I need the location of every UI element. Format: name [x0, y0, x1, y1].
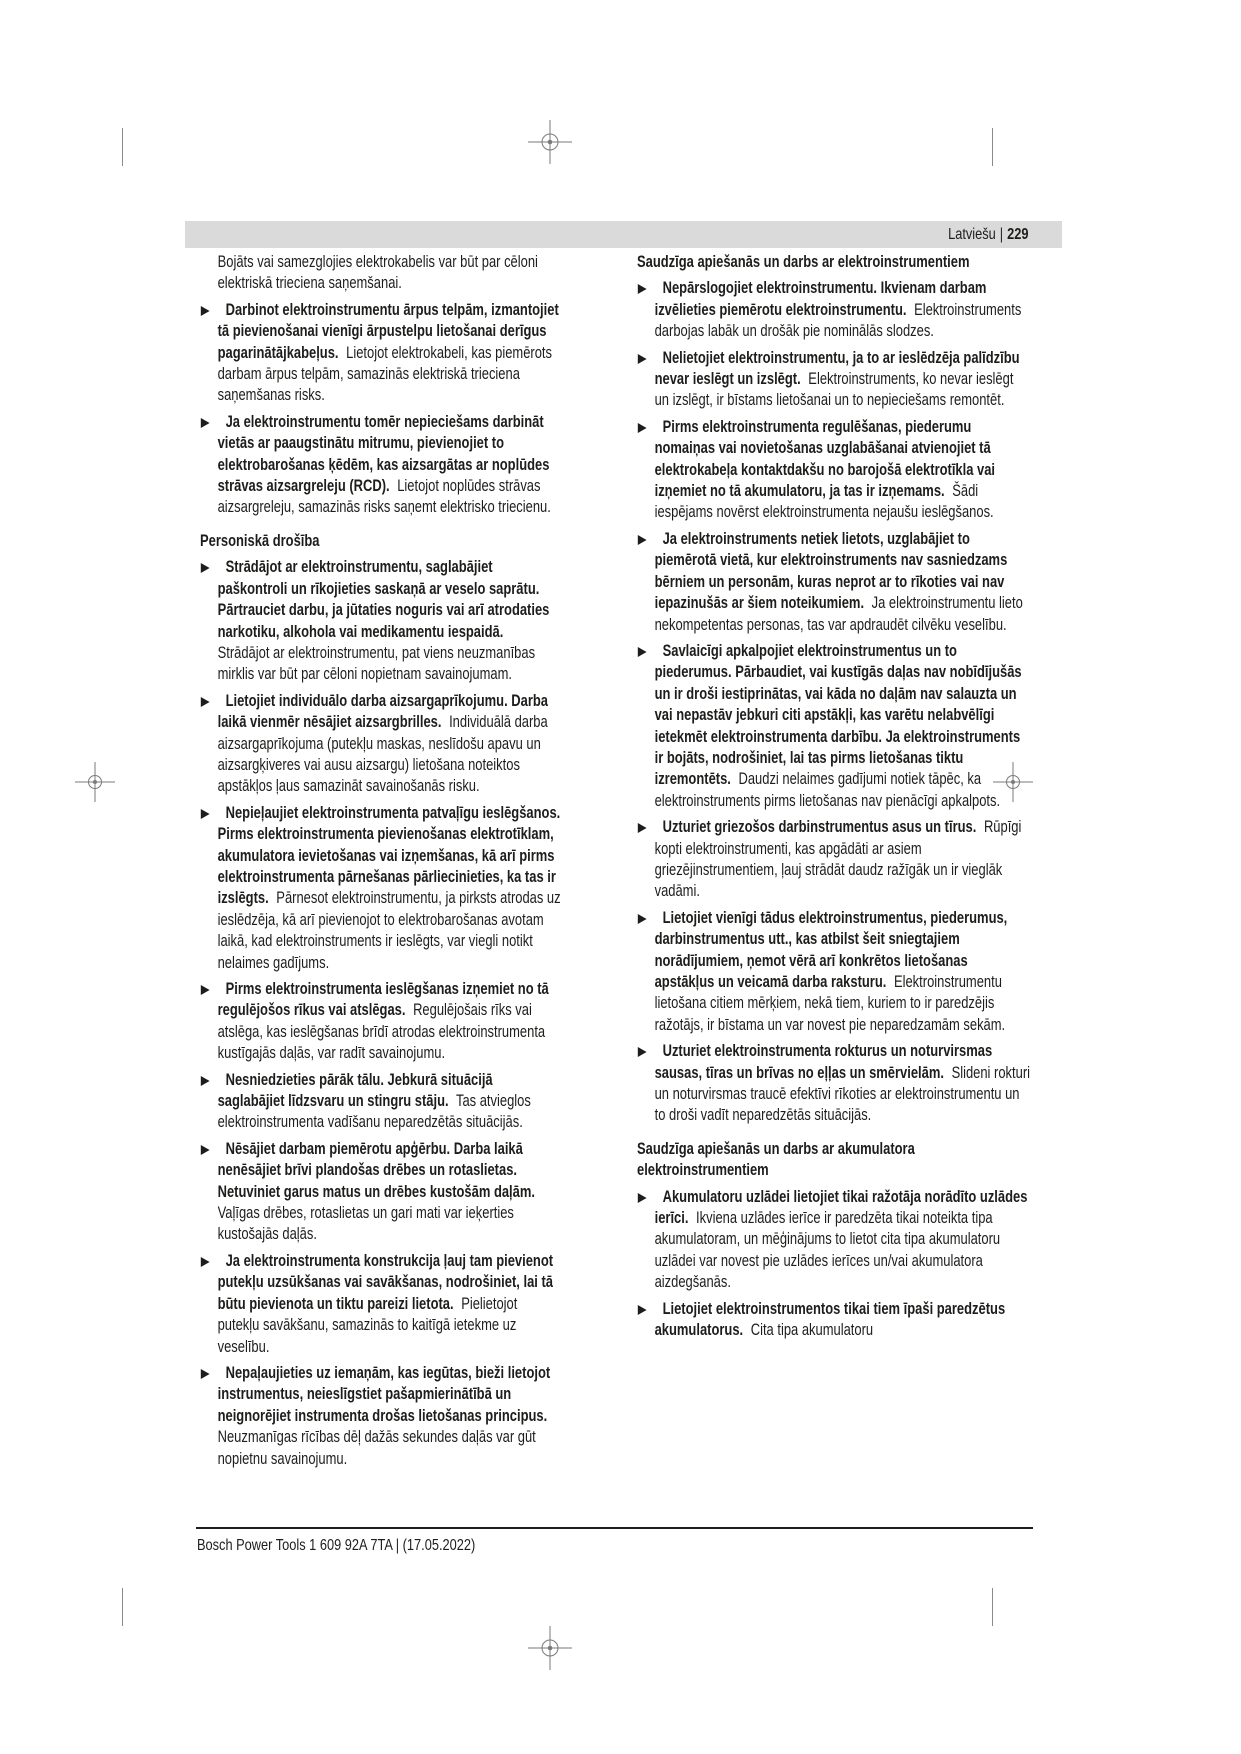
- bullet-bold-text: Nepārslogojiet elektroinstrumentu. Ikvienam darbam izvēlieties piemērotu elektroinstrumentu.: [654, 279, 987, 319]
- header-separator: |: [999, 225, 1003, 243]
- safety-bullet: [200, 1251, 562, 1358]
- bullet-body-text: Rūpīgi kopti elektroinstrumenti, kas apgādāti ar asiem griezējinstrumentiem, ļauj strādāt daudz ražīgāk un ir vieglāk vadāmi.: [654, 818, 1022, 901]
- right-column: [637, 252, 1031, 1342]
- bullet-bold-text: Nepaļaujieties uz iemaņām, kas iegūtas, bieži lietojot instrumentus, neieslīgstiet pašapmierinātībā un neignorējiet instrumenta drošas lietošanas principus.: [217, 1363, 551, 1425]
- bullet-triangle-icon: [638, 647, 647, 657]
- bullet-body-text: Lietojot noplūdes strāvas aizsargreleju, samazinās risks saņemt elektrisko triecienu.: [217, 477, 551, 517]
- safety-bullet: [637, 641, 1031, 812]
- bullet-body-text: Regulējošais rīks vai atslēga, kas ieslēgšanas brīdī atrodas elektroinstrumenta kustīgajās daļās, var radīt savainojumu.: [217, 1001, 546, 1063]
- bullet-body-text: Tas atvieglos elektroinstrumenta vadīšanu neparedzētās situācijās.: [217, 1092, 531, 1132]
- bullet-body-text: Neuzmanīgas rīcības dēļ dažās sekundes daļās var gūt nopietnu savainojumu.: [217, 1428, 536, 1468]
- bullet-body-text: Ja elektroinstrumentu lieto nekompetentas personas, tas var apdraudēt cilvēku veselību.: [654, 594, 1023, 634]
- header-language: Latviešu: [947, 225, 996, 243]
- bullet-bold-text: Lietojiet elektroinstrumentos tikai tiem īpaši paredzētus akumulatorus.: [654, 1299, 1006, 1340]
- bullet-bold-text: Lietojiet vienīgi tādus elektroinstrumentus, piederumus, darbinstrumentus utt., kas atbilst šeit sniegtajiem norādījumiem, ņemot vērā arī konkrētos lietošanas apstākļus un veicamā darba raksturu.: [654, 908, 1008, 991]
- bullet-body-text: Elektroinstruments, ko nevar ieslēgt un izslēgt, ir bīstams lietošanai un to nepieciešams remontēt.: [654, 370, 1014, 410]
- crop-mark-top-left: [122, 128, 123, 166]
- bullet-body-text: Elektroinstruments darbojas labāk un drošāk pie nominālās slodzes.: [654, 300, 1022, 341]
- bullet-triangle-icon: [201, 1145, 210, 1155]
- section-heading: Personiskā drošība: [200, 531, 320, 550]
- safety-bullet: [200, 979, 562, 1065]
- bullet-bold-text: Uzturiet elektroinstrumenta rokturus un noturvirsmas sausas, tīras un brīvas no eļļas un smērvielām.: [654, 1042, 993, 1082]
- bullet-body-text: Cita tipa akumulatoru: [750, 1321, 874, 1340]
- bullet-body-text: Vaļīgas drēbes, rotaslietas un gari mati var ieķerties kustošajās daļās.: [217, 1204, 514, 1244]
- bullet-body-text: Lietojot elektrokabeli, kas piemērots darbam ārpus telpām, samazinās elektriskā trieciena saņemšanas risks.: [217, 343, 552, 405]
- page-header-text: [948, 226, 1028, 244]
- bullet-body-text: Pārnesot elektroinstrumentu, ja pirksts atrodas uz ieslēdzēja, kā arī pievienojot to elektrobarošanas avotam laikā, kad elektroinstruments ir ieslēgts, var viegli notikt nelaimes gadījums.: [217, 889, 561, 972]
- bullet-triangle-icon: [638, 1305, 647, 1315]
- bullet-triangle-icon: [201, 1369, 210, 1379]
- bullet-triangle-icon: [638, 284, 647, 294]
- bullet-triangle-icon: [201, 1076, 210, 1086]
- bullet-bold-text: Ja elektroinstruments netiek lietots, uzglabājiet to piemērotā vietā, kur elektroinstruments nav sasniedzams bērniem un personām, kuras neprot ar to rīkoties vai nav iepazinušās ar šiem noteikumiem.: [654, 529, 1008, 613]
- crop-mark-top-right: [992, 128, 993, 166]
- bullet-bold-text: Ja elektroinstrumenta konstrukcija ļauj tam pievienot putekļu uzsūkšanas vai savākšanas, nodrošiniet, lai tā būtu pievienota un tiktu pareizi lietota.: [217, 1251, 554, 1313]
- bullet-triangle-icon: [201, 809, 210, 819]
- safety-bullet: [200, 300, 562, 407]
- bullet-bold-text: Strādājot ar elektroinstrumentu, saglabājiet paškontroli un rīkojieties saskaņā ar veselo saprātu. Pārtrauciet darbu, ja jūtaties noguris vai arī atrodaties narkotiku, alkohola vai medikamentu iespaidā.: [217, 558, 550, 641]
- safety-bullet: [200, 691, 562, 798]
- bullet-triangle-icon: [638, 1193, 647, 1203]
- footer-text: Bosch Power Tools 1 609 92A 7TA | (17.05.2022): [197, 1537, 476, 1554]
- safety-bullet: [200, 412, 562, 519]
- safety-bullet: [200, 557, 562, 685]
- bullet-bold-text: Uzturiet griezošos darbinstrumentus asus un tīrus.: [662, 818, 977, 837]
- bullet-triangle-icon: [201, 563, 210, 573]
- bullet-bold-text: Lietojiet individuālo darba aizsargaprīkojumu. Darba laikā vienmēr nēsājiet aizsargbrilles.: [217, 691, 548, 732]
- safety-bullet: [637, 529, 1031, 636]
- bullet-body-text: Ikviena uzlādes ierīce ir paredzēta tikai noteikta tipa akumulatoram, un mēģinājums to lietot cita tipa akumulatoru uzlādei var novest pie uzlādes ierīces un/vai akumulatora aizdegšanās.: [654, 1209, 1001, 1292]
- safety-bullet: [637, 278, 1031, 342]
- bullet-body-text: Slideni rokturi un noturvirsmas traucē efektīvi rīkoties ar elektroinstrumentu un to droši vadīt neparedzētās situācijās.: [654, 1063, 1031, 1125]
- page-header-bar: [185, 221, 1062, 248]
- bullet-bold-text: Darbinot elektroinstrumentu ārpus telpām, izmantojiet tā pievienošanai vienīgi ārpustelpu lietošanai derīgus pagarinātājkabeļus.: [217, 300, 559, 362]
- bullet-bold-text: Akumulatoru uzlādei lietojiet tikai ražotāja norādīto uzlādes ierīci.: [654, 1187, 1028, 1228]
- safety-bullet: [200, 1139, 562, 1246]
- section-heading: Saudzīga apiešanās un darbs ar elektroinstrumentiem: [637, 253, 970, 271]
- bullet-body-text: Pielietojot putekļu savākšanu, samazinās to kaitīgā ietekme uz veselību.: [217, 1294, 518, 1356]
- bullet-body-text: Individuālā darba aizsargaprīkojuma (putekļu maskas, neslīdošu apavu un aizsargķiveres vai ausu aizsargu) lietošana noteiktos apstākļos ļaus samazināt savainošanās risku.: [217, 713, 548, 796]
- bullet-bold-text: Nelietojiet elektroinstrumentu, ja to ar ieslēdzēja palīdzību nevar ieslēgt un izslēgt.: [654, 348, 1020, 389]
- safety-bullet: [637, 1299, 1031, 1342]
- footer-rule: [196, 1527, 1033, 1529]
- body-paragraph: Bojāts vai samezglojies elektrokabelis var būt par cēloni elektriskā trieciena saņemšanai.: [217, 253, 538, 293]
- safety-bullet: [200, 803, 562, 974]
- registration-mark-top: [528, 120, 572, 164]
- header-page-number: 229: [1006, 225, 1028, 243]
- bullet-triangle-icon: [201, 697, 210, 707]
- bullet-triangle-icon: [201, 1257, 210, 1267]
- safety-bullet: [637, 817, 1031, 903]
- safety-bullet: [637, 1041, 1031, 1127]
- bullet-body-text: Strādājot ar elektroinstrumentu, pat viens neuzmanības mirklis var būt par cēloni nopietnam savainojumam.: [217, 643, 536, 684]
- bullet-triangle-icon: [201, 985, 210, 995]
- bullet-triangle-icon: [638, 354, 647, 364]
- safety-bullet: [637, 417, 1031, 524]
- bullet-triangle-icon: [638, 535, 647, 545]
- bullet-bold-text: Pirms elektroinstrumenta regulēšanas, piederumu nomaiņas vai novietošanas uzglabāšanai atvienojiet tā elektrokabeļa kontaktdakšu no barojošā elektrotīkla vai izņemiet no tā akumulatoru, ja tas ir izņemams.: [654, 417, 996, 501]
- bullet-triangle-icon: [201, 418, 210, 428]
- crop-mark-bottom-left: [122, 1588, 123, 1626]
- bullet-triangle-icon: [201, 306, 210, 316]
- bullet-bold-text: Savlaicīgi apkalpojiet elektroinstrumentus un to piederumus. Pārbaudiet, vai kustīgās daļas nav nobīdījušās un ir droši iestiprinātas, vai kāda no daļām nav salauzta un vai nepastāv jebkuri citi apstākļi, kas varētu nelabvēlīgi ietekmēt elektroinstrumenta darbību. Ja elektroinstruments ir bojāts, nodrošiniet, lai tas pirms lietošanas tiktu izremontēts.: [654, 641, 1022, 789]
- bullet-bold-text: Pirms elektroinstrumenta ieslēgšanas izņemiet no tā regulējošos rīkus vai atslēgas.: [217, 980, 549, 1020]
- left-column: [200, 252, 562, 1470]
- bullet-body-text: Daudzi nelaimes gadījumi notiek tāpēc, ka elektroinstruments pirms lietošanas nav pienācīgi apkalpots.: [654, 770, 1001, 810]
- bullet-bold-text: Nepieļaujiet elektroinstrumenta patvaļīgu ieslēgšanos. Pirms elektroinstrumenta pievienošanas elektrotīklam, akumulatora ievietošanas vai izņemšanas, kā arī pirms elektroinstrumenta pārnešanas pārliecinieties, ka tas ir izslēgts.: [217, 803, 561, 908]
- registration-mark-bottom: [528, 1626, 572, 1670]
- bullet-triangle-icon: [638, 1047, 647, 1057]
- bullet-triangle-icon: [638, 423, 647, 433]
- bullet-bold-text: Nēsājiet darbam piemērotu apģērbu. Darba laikā nenēsājiet brīvi plandošas drēbes un rotaslietas. Netuviniet garus matus un drēbes kustošām daļām.: [217, 1139, 535, 1201]
- safety-bullet: [637, 908, 1031, 1036]
- bullet-triangle-icon: [638, 914, 647, 924]
- registration-mark-left: [75, 762, 115, 802]
- section-heading: Saudzīga apiešanās un darbs ar akumulatora elektroinstrumentiem: [637, 1139, 915, 1180]
- safety-bullet: [637, 348, 1031, 412]
- safety-bullet: [200, 1363, 562, 1470]
- bullet-body-text: Šādi iespējams novērst elektroinstrumenta nejaušu ieslēgšanos.: [654, 482, 994, 522]
- crop-mark-bottom-right: [992, 1588, 993, 1626]
- bullet-bold-text: Ja elektroinstrumentu tomēr nepieciešams darbināt vietās ar paaugstinātu mitrumu, pievienojiet to elektrobarošanas ķēdēm, kas aizsargātas ar noplūdes strāvas aizsargreleju (RCD).: [217, 412, 550, 496]
- bullet-triangle-icon: [638, 823, 647, 833]
- bullet-bold-text: Nesniedzieties pārāk tālu. Jebkurā situācijā saglabājiet līdzsvaru un stingru stāju.: [217, 1070, 493, 1111]
- safety-bullet: [637, 1187, 1031, 1294]
- bullet-body-text: Elektroinstrumentu lietošana citiem mērķiem, nekā tiem, kuriem to ir paredzējis ražotājs, ir bīstama un var novest pie neparedzamām sekām.: [654, 973, 1006, 1034]
- safety-bullet: [200, 1070, 562, 1134]
